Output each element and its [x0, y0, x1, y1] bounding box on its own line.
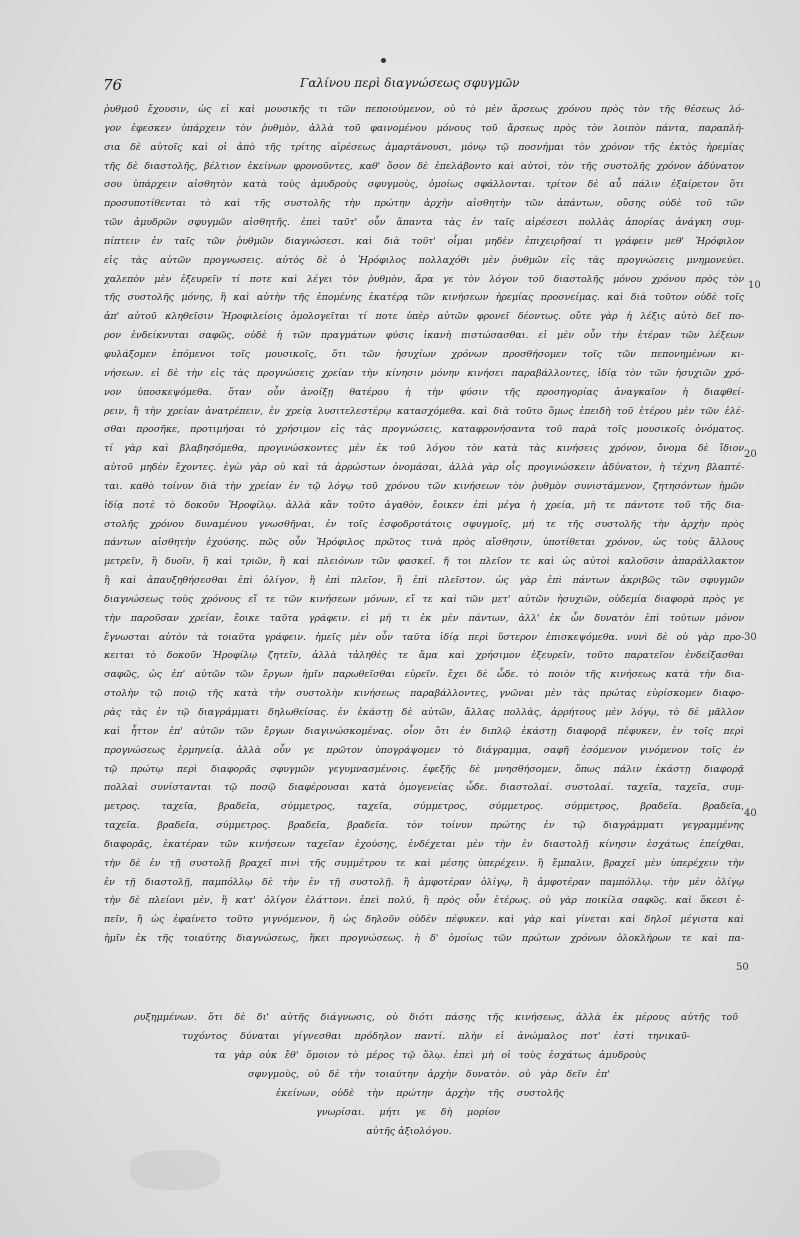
- page-number: 76: [103, 76, 123, 94]
- text-line: αὐτῆς ἀξιολόγου.: [366, 1126, 452, 1137]
- text-line: μετρεῖν, ἢ δυοῖν, ἢ καὶ τριῶν, ἢ καὶ πλειόνων τῶν φασκεῖ. ἤ τοι πλεῖον τε καὶ ὡς αὐτοὶ καλοῦσιν ἀπαράλλακτον: [104, 556, 744, 568]
- text-line: ται. καθὸ τοίνυν διὰ τὴν χρείαν ἐν τῷ λόγῳ τοῦ χρόνου τῶν κινήσεων τὸν ῥυθμὸν συνιστάμενον, ζητησόντων ἡμῶν: [104, 480, 744, 492]
- text-line: ταχεῖα. βραδεῖα, σύμμετρος. βραδεῖα, βραδεῖα. τὸν τοίνυν πρώτης ἐν τῷ διαγράμματι γεγραμμένης: [104, 820, 744, 832]
- text-line: τῶν ἀμυδρῶν σφυγμῶν αἰσθητῆς. ἐπεὶ ταῦτ' οὖν ἅπαντα τὰς ἐν ταῖς αἱρέσεσι πολλὰς ἀπορίας ἀνάγκη συμ-: [104, 217, 744, 229]
- text-line: πεῖν, ἢ ὡς ἐφαίνετο τοῦτο γιγνόμενον, ἢ ὡς δηλοῦν οὐδὲν πέφυκεν. καὶ γὰρ καὶ γίνεται καὶ δηλοῖ μέγιστα καὶ: [104, 914, 744, 926]
- text-line: γνωρίσαι. μήτι γε δὴ μορίον: [316, 1107, 500, 1118]
- text-line: νον ὑποσκεψόμεθα. ὅταν οὖν ἀνοίξῃ θατέρου ἡ τὴν φύσιν τῆς προσηγορίας ἀναγκαῖον ἡ διαφθεί-: [104, 386, 744, 398]
- margin-line-number: 30: [744, 632, 757, 643]
- margin-line-number: 20: [744, 449, 757, 460]
- text-line: σια δὲ αὐτοῖς καὶ οἱ ἀπὸ τῆς τρίτης αἱρέσεως ἁμαρτάνουσι, μόνῳ τῷ ποσνήμαι τὸν χρόνον τῆς ἐκτὸς ἠρεμίας: [104, 141, 744, 153]
- main-text-block: [104, 101, 744, 949]
- text-line: τῷ πρώτῳ περὶ διαφορᾶς σφυγμῶν γεγυμνασμένοις. ἐφεξῆς δὲ μνησθήσομεν, ὅπως πάλιν ἑκάστῃ διαφορᾷ: [104, 763, 744, 775]
- text-line: χαλεπὸν μὲν ἐξευρεῖν τί ποτε καὶ λέγει τὸν ῥυθμὸν, ἄρα γε τὸν λόγον τοῦ διαστολῆς μόνου χρόνου πρὸς τὸν: [104, 273, 744, 285]
- text-line: στολῆς χρόνου δυναμένου γνωσθῆναι, ἐν τοῖς ἐσφοδροτάτοις σφυγμοῖς, μή τε τῆς συστολῆς τὴν ἀρχὴν πρὸς: [104, 518, 744, 530]
- text-line: τα γὰρ οὐκ ἔθ' ὅμοιον τὸ μέρος τῷ ὅλῳ. ἐπεὶ μὴ οἱ τοὺς ἐσχάτως ἀμυδροὺς: [214, 1050, 646, 1061]
- text-line: σφυγμοὺς, οὐ δὲ τὴν τοιαύτην ἀρχὴν δυνατὸν. οὐ γὰρ δεῖν ἐπ': [248, 1069, 610, 1080]
- text-line: τὴν δὲ πλείονι μὲν, ἢ κατ' ὀλίγον ἐλάττονι. ἐπεὶ πολύ, ἢ πρὸς οὖν ἑτέρως. οὐ γὰρ ποικίλα σαφῶς. καὶ ὅκεσι ἐ-: [104, 895, 744, 907]
- margin-line-number: 10: [748, 280, 761, 291]
- paper-stain: [130, 1150, 220, 1190]
- text-line: νήσεων. εἰ δὲ τὴν εἰς τὰς προγνώσεις χρείαν τὴν κίνησιν μόνην κινήσει παραβάλλοντες, ἰδίᾳ τὸν τῶν ἡσυχιῶν χρό-: [104, 367, 744, 379]
- text-line: ἢ καὶ ἀπαυξηθήσεσθαι ἐπὶ ὀλίγον, ἢ ἐπὶ πλεῖον, ἢ ἐπὶ πλεῖστον. ὡς γὰρ ἐπὶ πάντων ἀκριβῶς τῶν σφυγμῶν: [104, 575, 744, 587]
- text-line: φυλάξομεν ἑπόμενοι τοῖς μουσικοῖς, ὅτι τῶν ἡσυχίων χρόνων προσθήσομεν τοῖς τῶν πεπονημένων κι-: [104, 348, 744, 360]
- running-head: Γαλίνου περὶ διαγνώσεως σφυγμῶν: [300, 76, 520, 90]
- text-line: στολὴν τῷ ποιῷ τῆς κατὰ τὴν συστολὴν κινήσεως παραβάλλοντες, γνῶναι μὲν τὰς πρώτας εὑρίσκομεν διαφο-: [104, 688, 744, 700]
- text-line: ρυξημμένων. ὅτι δὲ δι' αὐτῆς διάγνωσις, οὐ διότι πάσης τῆς κινήσεως, ἀλλὰ ἐκ μέρους αὐτῆς τοῦ: [134, 1012, 738, 1023]
- text-line: ἰδίᾳ ποτὲ τὸ δοκοῦν Ἡροφίλῳ. ἀλλὰ κἂν τοῦτο ἀγαθὸν, ἔοικεν ἐπὶ μέγα ἡ χρεία, μὴ τε πάντοτε τοῦ τῆς δια-: [104, 499, 744, 511]
- text-line: κειται τὸ δοκοῦν Ἡροφίλῳ ζητεῖν, ἀλλὰ τἀληθὲς τε ἅμα καὶ χρήσιμον ἐξευρεῖν, τοῦτο παρατεῖον ἐνδείξασθαι: [104, 650, 744, 662]
- text-line: σθαι προσῆκε, προτιμήσαι τὸ χρήσιμον εἰς τὰς προγνώσεις, καταφρονήσαντα τοῦ παρὰ τοῖς μουσικοῖς ὀνόματος.: [104, 424, 744, 436]
- text-line: καὶ ἧττον ἐπ' αὐτῶν τῶν ἔργων διαγινώσκομένας. οἷον ὅτι ἐν διπλῷ ἑκάστῃ διαφορᾷ πέφυκεν, ἐν τοῖς περὶ: [104, 725, 744, 737]
- text-line: τῆς δὲ διαστολῆς, βέλτιον ἐκείνων φρονοῦντες, καθ' ὅσον δὲ ἐπελάβοντο καὶ αὐτοὶ, τὸν τῆς συστολῆς χρόνον ἀδύνατον: [104, 160, 744, 172]
- text-line: ἐν τῇ διαστολῇ, παμπόλλῳ δὲ τὴν ἐν τῇ συστολῇ. ἢ ἀμφοτέραν ὀλίγῳ, ἢ ἀμφοτέραν παμπόλλῳ. τὴν μὲν ὀλίγῳ: [104, 876, 744, 888]
- text-line: ρὰς τὰς ἐν τῷ διαγράμματι δηλωθείσας. ἐν ἑκάστῃ δὲ αὐτῶν, ἄλλας πολλὰς, ἀρρήτους μὲν λόγῳ, τὸ δὲ μᾶλλον: [104, 707, 744, 718]
- text-line: ἔγνωσται αὐτὸν τὰ τοιαῦτα γράφειν. ἡμεῖς μὲν οὖν ταῦτα ἰδίᾳ περὶ ὕστερον ἐπισκεψόμεθα. νυνὶ δὲ οὐ γὰρ προ-: [104, 631, 744, 643]
- text-line: μετρος. ταχεῖα, βραδεῖα, σύμμετρος, ταχεῖα, σύμμετρος, σύμμετρος. σύμμετρος, βραδεῖα. βραδεῖα,: [104, 801, 744, 813]
- text-line: ρον ἐνδείκνυται σαφῶς, οὐδὲ ἡ τῶν πραγμάτων φύσις ἱκανὴ πιστώσασθαι. εἰ μὲν οὖν τὴν ἑτέραν τῶν λέξεων: [104, 330, 744, 342]
- text-line: διαγνώσεως τοὺς χρόνους εἴ τε τῶν κινήσεων μόνων, εἴ τε καὶ τῶν μετ' αὐτῶν ἡσυχιῶν, οὐδεμία διαφορὰ πρὸς γε: [104, 593, 744, 605]
- text-line: πάντων αἰσθητὴν ἐχούσης. πῶς οὖν Ἡρόφιλος πρῶτος τινὰ πρὸς αἴσθησιν, ὑποτίθεται χρόνον, ὡς τοὺς ἄλλους: [104, 537, 744, 549]
- text-line: ἡμῖν ἐκ τῆς τοιαύτης διαγνώσεως, ἥκει προγνώσεως. ἡ δ' ὁμοίως τῶν πρώτων χρόνων ὁλοκλήρων τε καὶ πα-: [104, 933, 744, 945]
- text-line: τὴν παροῦσαν χρείαν, ἔοικε ταῦτα γράφειν. εἰ μή τι ἐκ μὲν πάντων, ἀλλ' ἐκ ὧν δυνατὸν ἐπὶ τούτων μόνον: [104, 612, 744, 624]
- text-line: αὐτοῦ μηδὲν ἔχοντες. ἐγὼ γὰρ οὐ καὶ τὰ ἀρρώστων ὀνομάσαι, ἀλλὰ γὰρ οἷς προγινώσκειν ἀδύνατον, ἡ τέχνη βλαπτέ-: [104, 462, 744, 474]
- text-line: διαφορᾶς, ἑκατέραν τῶν κινήσεων ταχεῖαν ἐχούσης, ἐνδέχεται μὲν τὴν ἐν διαστολῇ κίνησιν ἐσχάτως ἐπείχθαι,: [104, 838, 744, 850]
- margin-line-number: 50: [736, 962, 749, 973]
- text-line: γον ἐφεσκεν ὑπάρχειν τὸν ῥυθμὸν, ἀλλὰ τοῦ φαινομένου μόνους τοῦ ἄρσεως πρὸς τὸν λοιπὸν πάντα, παραπλή-: [104, 122, 744, 134]
- text-line: σαφῶς, ὡς ἐπ' αὐτῶν τῶν ἔργων ἡμῖν παρωθεῖσθαι εὑρεῖν. ἔχει δὲ ὧδε. τὸ ποιὸν τῆς κινήσεως κατὰ τὴν δια-: [104, 669, 744, 681]
- text-line: τυχόντος δύναται γίγνεσθαι πρόδηλον παντί. πλὴν εἰ ἀνώμαλος ποτ' ἐστὶ τηνικαῦ-: [182, 1031, 690, 1042]
- text-line: σου ὑπάρχειν αἰσθητὸν κατὰ τοὺς ἀμυδροὺς σφυγμοὺς, ὁμοίως σφάλλονται. τρίτον δὲ αὖ πάλιν ἐξαίρετον ὅτι: [104, 179, 744, 191]
- text-line: τί γὰρ καὶ βλαβησόμεθα, προγινώσκοντες μὲν ἐκ τοῦ λόγου τὸν κατὰ τὰς κινήσεις χρόνον, ὄνομα δὲ ἴδιον: [104, 443, 744, 455]
- text-line: τῆς συστολῆς μόνης, ἢ καὶ αὐτὴν τῆς ἐπομένης ἑκατέρᾳ τῶν κινήσεων ἠρεμίας προσνείμας. καὶ διὰ τοῦτον οὐδὲ τοῖς: [104, 292, 744, 304]
- text-line: ῥυθμοῦ ἔχουσιν, ὡς εἰ καὶ μουσικῆς τι τῶν πεποιούμενον, οὐ τὸ μὲν ἄρσεως χρόνου πρὸς τὸν τῆς θέσεως λό-: [104, 104, 744, 115]
- text-line: τὴν δὲ ἐν τῇ συστολῇ βραχεῖ πινὶ τῆς συμμέτρου τε καὶ μέσης ὑπερέχειν. ἢ ἔμπαλιν, βραχεῖ μὲν ὑπερέχειν τὴν: [104, 857, 744, 869]
- text-line: προσυποτίθενται τὸ καὶ τῆς συστολῆς τὴν πρώτην ἀρχὴν αἰσθητὴν τῶν ἁπάντων, οὔσης οὐδὲ τοῦ τῶν: [104, 198, 744, 210]
- text-line: ρειν, ἢ τὴν χρείαν ἀνατρέπειν, ἐν χρείᾳ λυσιτελεστέρῳ κατασχόμεθα. καὶ διὰ τοῦτο ὅμως ἐπειδὴ τοῦ ἑτέρου μὲν τῶν ἐλέ-: [104, 405, 744, 417]
- margin-line-number: 40: [744, 808, 757, 819]
- text-line: ἀπ' αὐτοῦ κληθεῖσιν Ἡροφιλείοις ὁμολογεῖται τί ποτε ὑπὲρ αὐτῶν φρονεῖ δέοντως. οὔτε γὰρ ἡ λέξις αὐτὸ δεῖ πο-: [104, 311, 744, 323]
- text-line: πίπτειν ἐν ταῖς τῶν ῥυθμῶν διαγνώσεσι. καὶ διὰ τοῦτ' οἶμαι μηδὲν ἐπιχειρῆσαί τι γράφειν μεθ' Ἡρόφιλον: [104, 235, 744, 247]
- text-line: προγνώσεως ἑρμηνείᾳ. ἀλλὰ οὖν γε πρῶτον ὑπογράψομεν τὸ διάγραμμα, σαφῆ ἐσόμενον γινόμενον τοῖς ἐν: [104, 744, 744, 756]
- page-dot-mark: [381, 58, 386, 63]
- text-line: εἰς τὰς αὐτῶν προγνωσεις. αὐτὸς δὲ ὁ Ἡρόφιλος πολλαχόθι μὲν ῥυθμῶν εἰς τὰς προγνώσεις μνημονεύει.: [104, 254, 744, 266]
- text-line: ἐκείνων, οὐδὲ τὴν πρώτην ἀρχὴν τῆς συστολῆς: [276, 1088, 564, 1099]
- text-line: πολλαὶ συνίστανται τῷ ποσῷ διαφέρουσαι κατὰ ὁμογενείας ὧδε. διαστολαί. συστολαί. ταχεῖα, ταχεῖα, συμ-: [104, 782, 744, 794]
